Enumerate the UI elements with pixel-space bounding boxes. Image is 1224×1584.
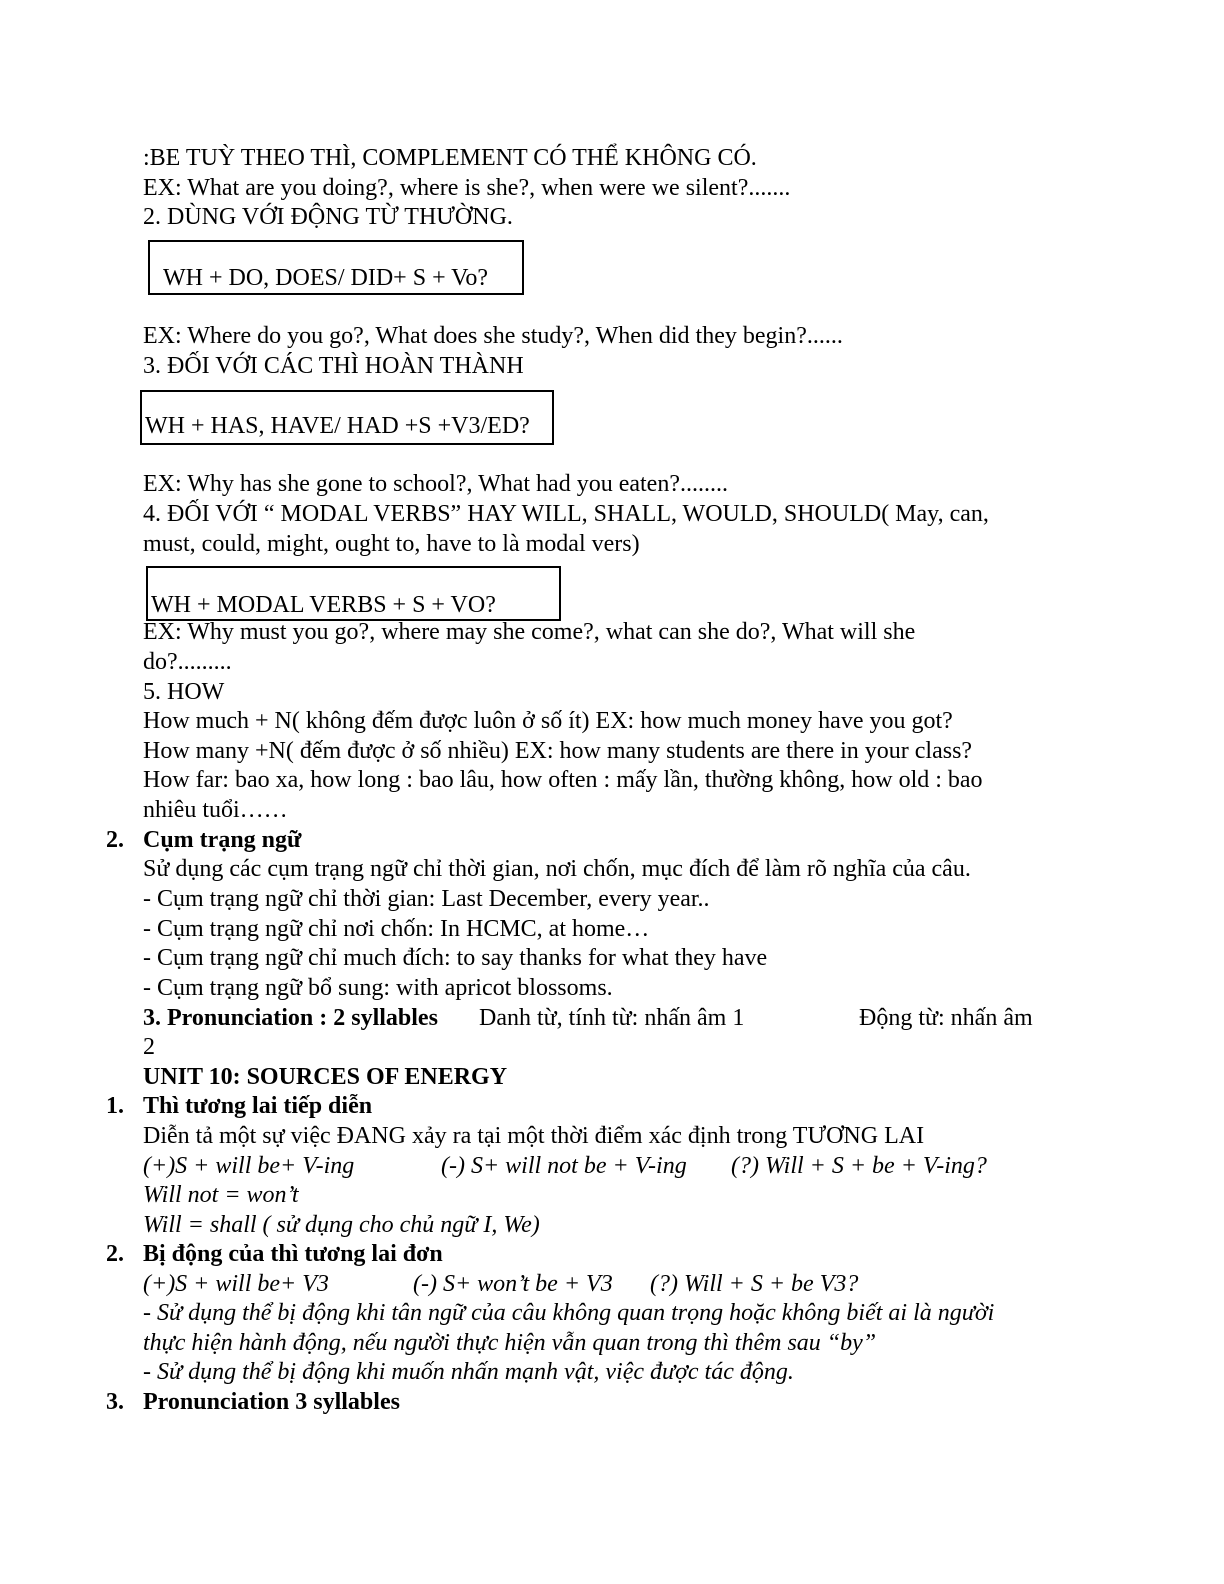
future-passive-note1-line2: thực hiện hành động, nếu người thực hiện vẫn quan trong thì thêm sau “by” — [143, 1330, 877, 1356]
how-far-line1: How far: bao xa, how long : bao lâu, how often : mấy lần, thường không, how old : bao — [143, 767, 983, 793]
future-passive-note2: - Sử dụng thể bị động khi muốn nhấn mạnh vật, việc được tác động. — [143, 1359, 794, 1385]
future-passive-note1-line1: - Sử dụng thể bị động khi tân ngữ của câu không quan trọng hoặc không biết ai là người — [143, 1300, 995, 1326]
ordinary-verb-formula-box — [148, 240, 524, 295]
future-passive-positive: (+)S + will be+ V3 — [143, 1271, 329, 1297]
modal-verbs-heading-line1: 4. ĐỐI VỚI “ MODAL VERBS” HAY WILL, SHALL, WOULD, SHOULD( May, can, — [143, 501, 989, 527]
how-many-line: How many +N( đếm được ở số nhiều) EX: how many students are there in your class? — [143, 738, 973, 764]
pronunciation-3-number: 3. — [106, 1389, 124, 1415]
adverbial-item-supplement: - Cụm trạng ngữ bổ sung: with apricot blossoms. — [143, 975, 613, 1001]
modal-verbs-formula-box — [146, 566, 561, 621]
future-continuous-negative: (-) S+ will not be + V-ing — [441, 1153, 687, 1179]
adverbial-intro: Sử dụng các cụm trạng ngữ chỉ thời gian, nơi chốn, mục đích để làm rõ nghĩa của câu. — [143, 856, 971, 882]
future-passive-title: Bị động của thì tương lai đơn — [143, 1241, 443, 1267]
how-far-line2: nhiêu tuổi…… — [143, 797, 288, 823]
ordinary-verb-example: EX: Where do you go?, What does she study?, When did they begin?...... — [143, 323, 843, 349]
perfect-tense-formula: WH + HAS, HAVE/ HAD +S +V3/ED? — [145, 413, 530, 439]
future-passive-negative: (-) S+ won’t be + V3 — [413, 1271, 613, 1297]
adverbial-item-place: - Cụm trạng ngữ chỉ nơi chốn: In HCMC, at home… — [143, 916, 650, 942]
ordinary-verb-heading: 2. DÙNG VỚI ĐỘNG TỪ THƯỜNG. — [143, 204, 513, 230]
modal-verbs-example-line1: EX: Why must you go?, where may she come?, what can she do?, What will she — [143, 619, 916, 645]
future-continuous-title: Thì tương lai tiếp diễn — [143, 1093, 373, 1119]
how-heading: 5. HOW — [143, 679, 225, 705]
future-passive-number: 2. — [106, 1241, 124, 1267]
future-continuous-question: (?) Will + S + be + V-ing? — [731, 1153, 987, 1179]
future-continuous-positive: (+)S + will be+ V-ing — [143, 1153, 355, 1179]
future-continuous-desc: Diễn tả một sự việc ĐANG xảy ra tại một thời điểm xác định trong TƯƠNG LAI — [143, 1123, 925, 1149]
future-continuous-number: 1. — [106, 1093, 124, 1119]
modal-verbs-example-line2: do?......... — [143, 649, 232, 675]
pronunciation-2-verb-cont: 2 — [143, 1034, 155, 1060]
be-note: :BE TUỲ THEO THÌ, COMPLEMENT CÓ THỂ KHÔNG CÓ. — [143, 145, 757, 171]
adverbial-section-number: 2. — [106, 827, 124, 853]
perfect-tense-heading: 3. ĐỐI VỚI CÁC THÌ HOÀN THÀNH — [143, 353, 524, 379]
modal-verbs-heading-line2: must, could, might, ought to, have to là modal vers) — [143, 531, 640, 557]
pronunciation-2-verb: Động từ: nhấn âm — [859, 1005, 1033, 1031]
perfect-tense-example: EX: Why has she gone to school?, What had you eaten?........ — [143, 471, 728, 497]
pronunciation-2-noun-adj: Danh từ, tính từ: nhấn âm 1 — [479, 1005, 745, 1031]
unit10-title: UNIT 10: SOURCES OF ENERGY — [143, 1064, 508, 1090]
pronunciation-2-label: 3. Pronunciation : 2 syllables — [143, 1005, 438, 1031]
pronunciation-3-title: Pronunciation 3 syllables — [143, 1389, 400, 1415]
future-passive-question: (?) Will + S + be V3? — [650, 1271, 859, 1297]
be-example: EX: What are you doing?, where is she?, when were we silent?....... — [143, 175, 791, 201]
adverbial-section-title: Cụm trạng ngữ — [143, 827, 302, 853]
how-much-line: How much + N( không đếm được luôn ở số ít) EX: how much money have you got? — [143, 708, 953, 734]
future-continuous-note2: Will = shall ( sử dụng cho chủ ngữ I, We) — [143, 1212, 540, 1238]
adverbial-item-time: - Cụm trạng ngữ chỉ thời gian: Last December, every year.. — [143, 886, 710, 912]
future-continuous-note1: Will not = won’t — [143, 1182, 299, 1208]
perfect-tense-formula-box — [140, 390, 554, 445]
adverbial-item-purpose: - Cụm trạng ngữ chỉ much đích: to say thanks for what they have — [143, 945, 768, 971]
ordinary-verb-formula: WH + DO, DOES/ DID+ S + Vo? — [163, 265, 489, 291]
modal-verbs-formula: WH + MODAL VERBS + S + VO? — [151, 592, 496, 618]
